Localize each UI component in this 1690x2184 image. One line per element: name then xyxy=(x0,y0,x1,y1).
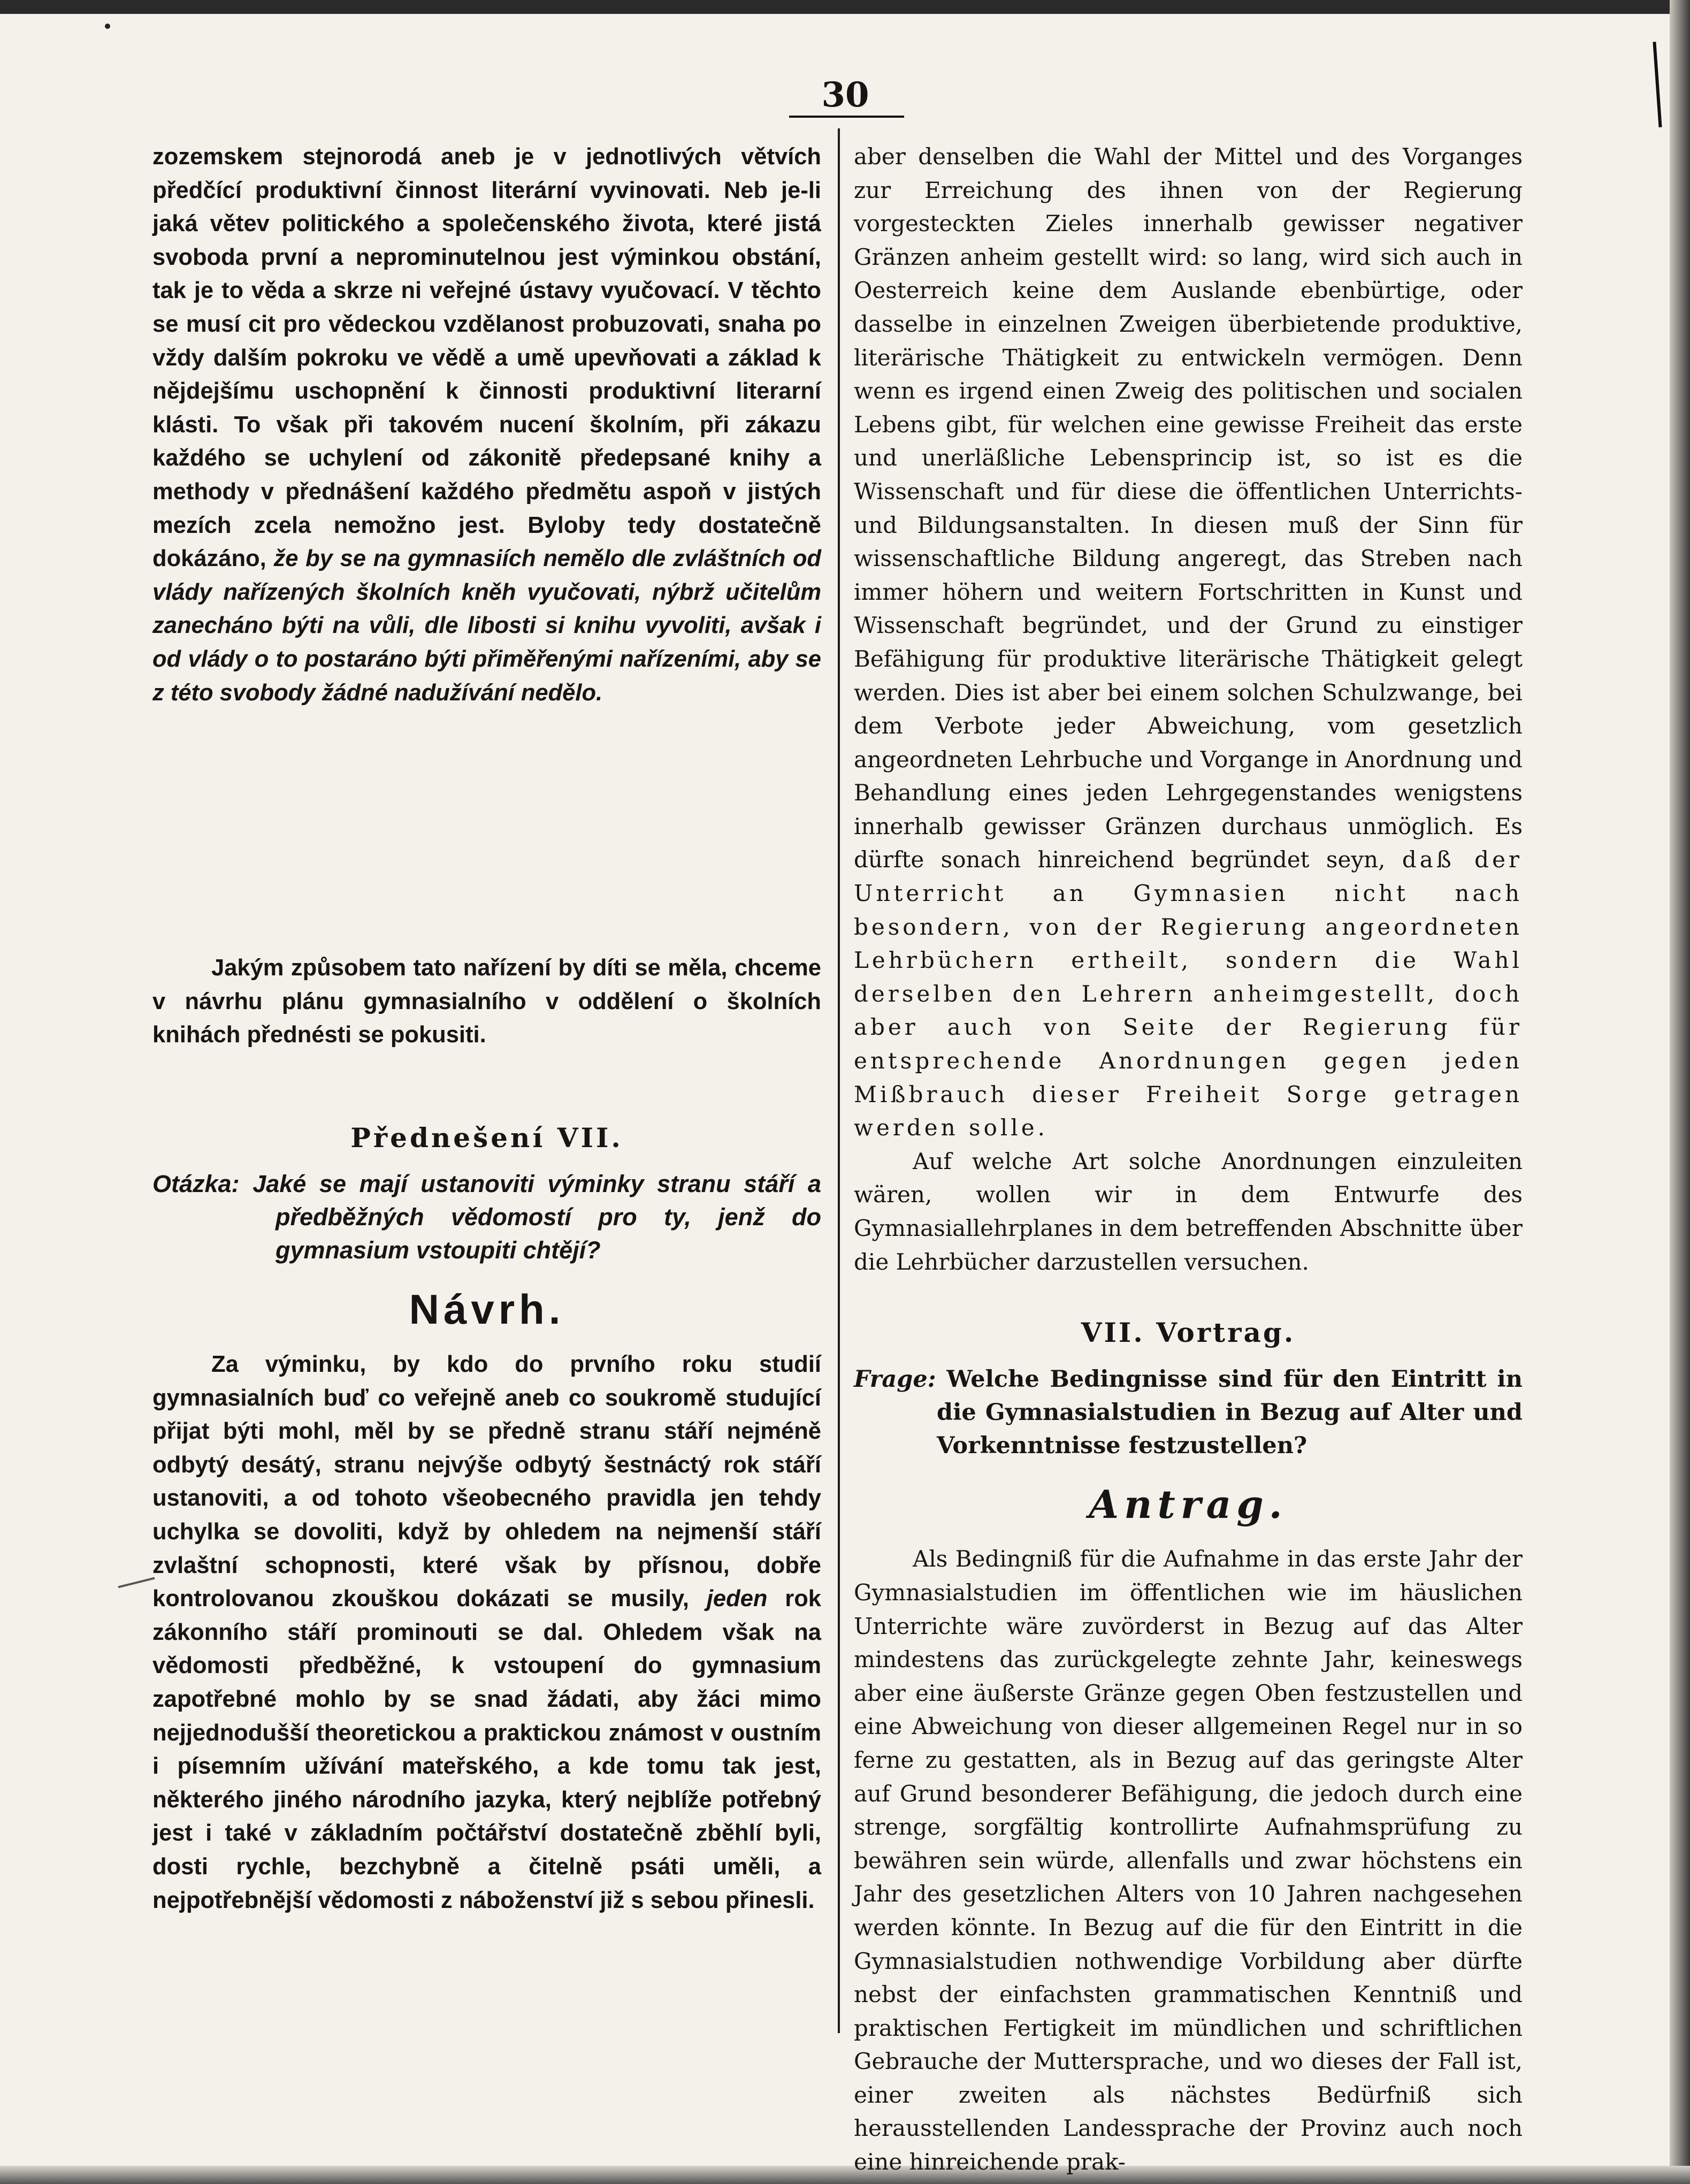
german-question xyxy=(854,1363,1523,1462)
german-paragraph-1-spaced: daß der Unterricht an Gymnasien nicht nach besondern, von der Regierung angeordneten Lehrbüchern ertheilt, sondern die Wahl derselben den Lehrern anheimgestellt, doch aber auch von Seite der Regierung für entsprechende Anordnungen gegen jeden Mißbrauch dieser Freiheit Sorge getragen werden solle. xyxy=(854,846,1523,1141)
scan-right-edge xyxy=(1670,0,1690,2184)
spacer xyxy=(854,1279,1523,1316)
pencil-mark xyxy=(118,1577,155,1589)
german-paragraph-2: Auf welche Art solche Anordnungen einzuleiten wären, wollen wir in dem Entwurfe des Gymnasiallehrplanes in dem betreffenden Abschnitte über die Lehrbücher darzustellen versuchen. xyxy=(854,1148,1523,1275)
margin-mark xyxy=(1653,42,1662,127)
czech-column xyxy=(152,140,821,1917)
czech-question xyxy=(152,1167,821,1267)
german-column xyxy=(854,140,1523,2179)
czech-question-text: Jaké se mají ustanoviti výminky stranu stáří a předběžných vědomostí pro ty, jenž do gymnasium vstoupiti chtějí? xyxy=(253,1170,821,1264)
czech-paragraph-3-text-b: rok zákonního stáří prominouti se dal. Ohledem však na vědomosti předběžné, k vstoupení do gymnasium zapotřebné mohlo by se snad žádati, aby žáci mimo nejjednodušší theoretickou a praktickou známost v oustním i písemním užívání mateřského, a kde tomu tak jest, některého jiného národního jazyka, který nejblíže potřebný jest i také v základním počtářství dostatečně zběhlí byli, dosti rychle, bezchybně a čitelně psáti uměli, a nejpotřebnější vědomosti z náboženství již s sebou přinesli. xyxy=(152,1586,821,1913)
czech-paragraph-3 xyxy=(152,1348,821,1917)
german-proposal-title: Antrag. xyxy=(1089,1481,1288,1527)
spacer xyxy=(152,709,821,951)
column-divider xyxy=(838,128,840,2033)
page-number: 30 xyxy=(821,75,869,115)
czech-paragraph-3-italic: jeden xyxy=(706,1586,768,1612)
czech-paragraph-1 xyxy=(152,140,821,709)
spacer xyxy=(152,1052,821,1121)
german-section-title: VII. Vortrag. xyxy=(1081,1317,1296,1349)
german-paragraph-1 xyxy=(854,140,1523,1145)
czech-section-title: Přednešení VII. xyxy=(350,1121,623,1154)
german-paragraph-3: Als Bedingniß für die Aufnahme in das erste Jahr der Gymnasialstudien im öffentlichen wie im häuslichen Unterrichte wäre zuvörderst in Bezug auf das Alter mindestens das zurückgelegte zehnte Jahr, keineswegs aber eine äußerste Gränze gegen Oben festzustellen und eine Abweichung von dieser allgemeinen Regel nur in so ferne zu gestatten, als in Bezug auf das geringste Alter auf Grund besonderer Befähigung, die jedoch durch eine strenge, sorgfältig kontrollirte Aufnahmsprüfung zu bewähren sein würde, allenfalls und zwar höchstens ein Jahr des gesetzlichen Alters von 10 Jahren nachgesehen werden könnte. In Bezug auf die für den Eintritt in die Gymnasialstudien nothwendige Vorbildung aber dürfte nebst der einfachsten grammatischen Kenntniß und praktischen Fertigkeit im mündlichen und schriftlichen Gebrauche der Muttersprache, und wo dieses der Fall ist, einer zweiten als nächstes Bedürfniß sich herausstellenden Landessprache der Provinz auch noch eine hinreichende prak- xyxy=(854,1546,1523,2175)
czech-question-label: Otázka: xyxy=(152,1170,240,1198)
czech-proposal-title: Návrh. xyxy=(409,1286,565,1333)
czech-paragraph-1-text: zozemskem stejnorodá aneb je v jednotlivých větvích předčící produktivní činnost literární vyvinovati. Neb je-li jaká větev politického a společenského života, které jistá svoboda první a neprominutelnou jest výminkou obstání, tak je to věda a skrze ni veřejné ústavy vyučovací. V těchto se musí cit pro vědeckou vzdělanost probuzovati, snaha po vždy dalším pokroku ve vědě a umě upevňovati a základ k nějdejšímu uschopnění k činnosti produktivní literarní klásti. To však při takovém nucení školním, při zákazu každého se uchylení od zákonitě předepsané knihy a methody v přednášení každého předmětu aspoň v jistých mezích zcela nemožno jest. Byloby tedy dostatečně dokázáno, xyxy=(152,144,821,572)
czech-paragraph-1-italic: že by se na gymnasiích nemělo dle zvláštních od vlády nařízených školních kněh vyučovati, nýbrž učitelům zanecháno býti na vůli, dle libosti si knihu vyvoliti, avšak i od vlády o to postaráno býti přiměřenými nařízeními, aby se z této svobody žádné nadužívání nedělo. xyxy=(152,546,822,706)
scan-top-edge xyxy=(0,0,1690,14)
german-paragraph-1-text: aber denselben die Wahl der Mittel und des Vorganges zur Erreichung des ihnen von der Regierung vorgesteckten Zieles innerhalb gewisser negativer Gränzen anheim gestellt wird: so lang, wird sich auch in Oesterreich keine dem Auslande ebenbürtige, oder dasselbe in einzelnen Zweigen überbietende produktive, literärische Thätigkeit zu entwickeln vermögen. Denn wenn es irgend einen Zweig des politischen und socialen Lebens gibt, für welchen eine gewisse Freiheit das erste und unerläßliche Lebensprincip ist, so ist es die Wissenschaft und für diese die öffentlichen Unterrichts- und Bildungsanstalten. In diesen muß der Sinn für wissenschaftliche Bildung angeregt, das Streben nach immer höhern und weitern Fortschritten in Kunst und Wissenschaft begründet, und der Grund zu einstiger Befähigung für produktive literärische Thätigkeit gelegt werden. Dies ist aber bei einem solchen Schulzwange, bei dem Verbote jeder Abweichung, vom gesetzlich angeordneten Lehrbuche und Vorgange in Anordnung und Behandlung eines jeden Lehrgegenstandes wenigstens innerhalb gewisser Gränzen durchaus unmöglich. Es dürfte sonach hinreichend begründet seyn, xyxy=(854,143,1523,873)
ink-dot xyxy=(105,24,110,29)
czech-paragraph-3-text-a: Za výminku, by kdo do prvního roku studií gymnasialních buď co veřejně aneb co soukromě studující přijat býti mohl, měl by se předně stranu stáří nejméně odbytý desátý, stranu nejvýše odbytý šestnáctý rok stáří ustanoviti, a od tohoto všeobecného pravidla jen tehdy uchylka se dovoliti, když by ohledem na nejmenší stáří zvlaštní schopnosti, které však by přísnou, dobře kontrolovanou zkouškou dokázati se musily, xyxy=(152,1351,821,1612)
page-number-rule xyxy=(789,116,904,118)
czech-paragraph-2: Jakým způsobem tato nařízení by díti se měla, chceme v návrhu plánu gymnasialního v oddělení o školních knihách přednésti se pokusiti. xyxy=(152,955,821,1048)
german-question-text: Welche Bedingnisse sind für den Eintritt in die Gymnasialstudien in Bezug auf Alter und Vorkenntnisse festzustellen? xyxy=(937,1365,1523,1459)
german-question-label: Frage: xyxy=(854,1365,936,1393)
